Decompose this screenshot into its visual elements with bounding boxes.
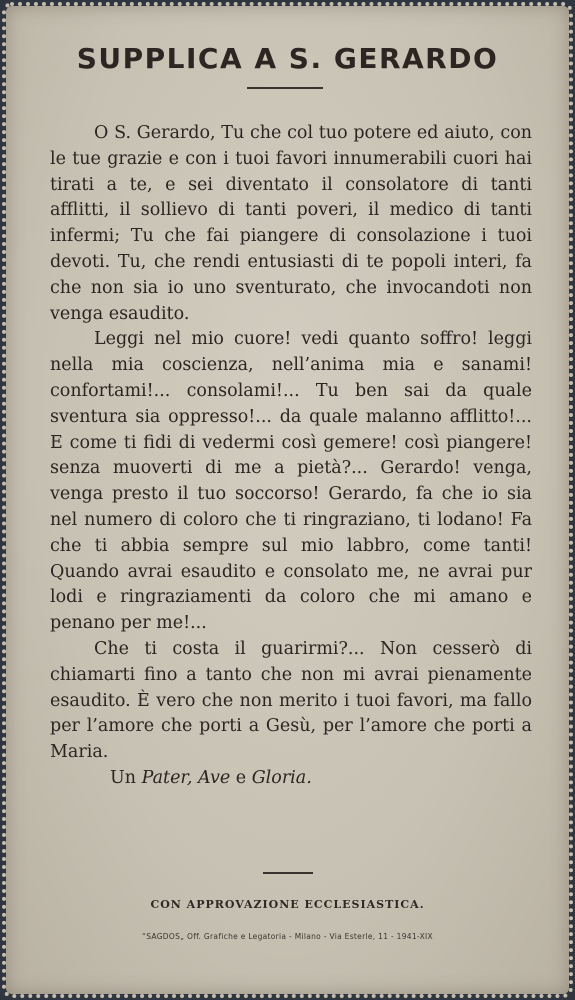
footer-divider [263, 872, 313, 874]
closing-and: e [235, 767, 247, 788]
prayer-body [50, 121, 532, 792]
paragraph-3: Che ti costa il guarirmi?... Non cesserò di chiamarti fino a tanto che non mi avrai pienamente esaudito. È vero che non merito i tuoi favori, ma fallo per l’amore che porti a Gesù, per l’amore che porti a Maria. [50, 638, 532, 763]
closing-line [50, 766, 532, 792]
prayer-card [6, 6, 569, 994]
closing-prefix: Un [110, 767, 137, 788]
approval-notice: CON APPROVAZIONE ECCLESIASTICA. [150, 898, 425, 911]
paragraph-1: O S. Gerardo, Tu che col tuo potere ed aiuto, con le tue grazie e con i tuoi favori innumerabili cuori hai tirati a te, e sei diventato il consolatore di tanti afflitti, il sollievo di tanti poveri, il medico di tanti infermi; Tu che fai piangere di consolazione i tuoi devoti. Tu, che rendi entusiasti di te popoli interi, fa che non sia io uno sventurato, che invocandoti non venga esaudito. [50, 123, 532, 324]
paragraph-2: Leggi nel mio cuore! vedi quanto soffro! leggi nella mia coscienza, nell’anima mia e sanami! confortami!... consolami!... Tu ben sai da quale sventura sia oppresso!... da quale malanno afflitto!... E come ti fidi di vedermi così gemere! così piangere! senza muoverti di me a pietà?... Gerardo! venga, venga presto il tuo soccorso! Gerardo, fa che io sia nel numero di coloro che ti ringraziano, ti lodano! Fa che ti abbia sempre sul mio labbro, come tanti! Quando avrai esaudito e consolato me, ne avrai pur lodi e ringraziamenti da coloro che mi amano e penano per me!... [50, 329, 532, 634]
prayer-title: SUPPLICA A S. GERARDO [76, 42, 499, 75]
title-divider [247, 87, 323, 89]
closing-pater: Pater, [141, 767, 193, 788]
printer-imprint: “SAGDOS„ Off. Grafiche e Legatoria - Milano - Via Esterle, 11 - 1941-XIX [142, 932, 433, 941]
closing-ave: Ave [198, 767, 231, 788]
closing-gloria: Gloria. [251, 767, 312, 788]
